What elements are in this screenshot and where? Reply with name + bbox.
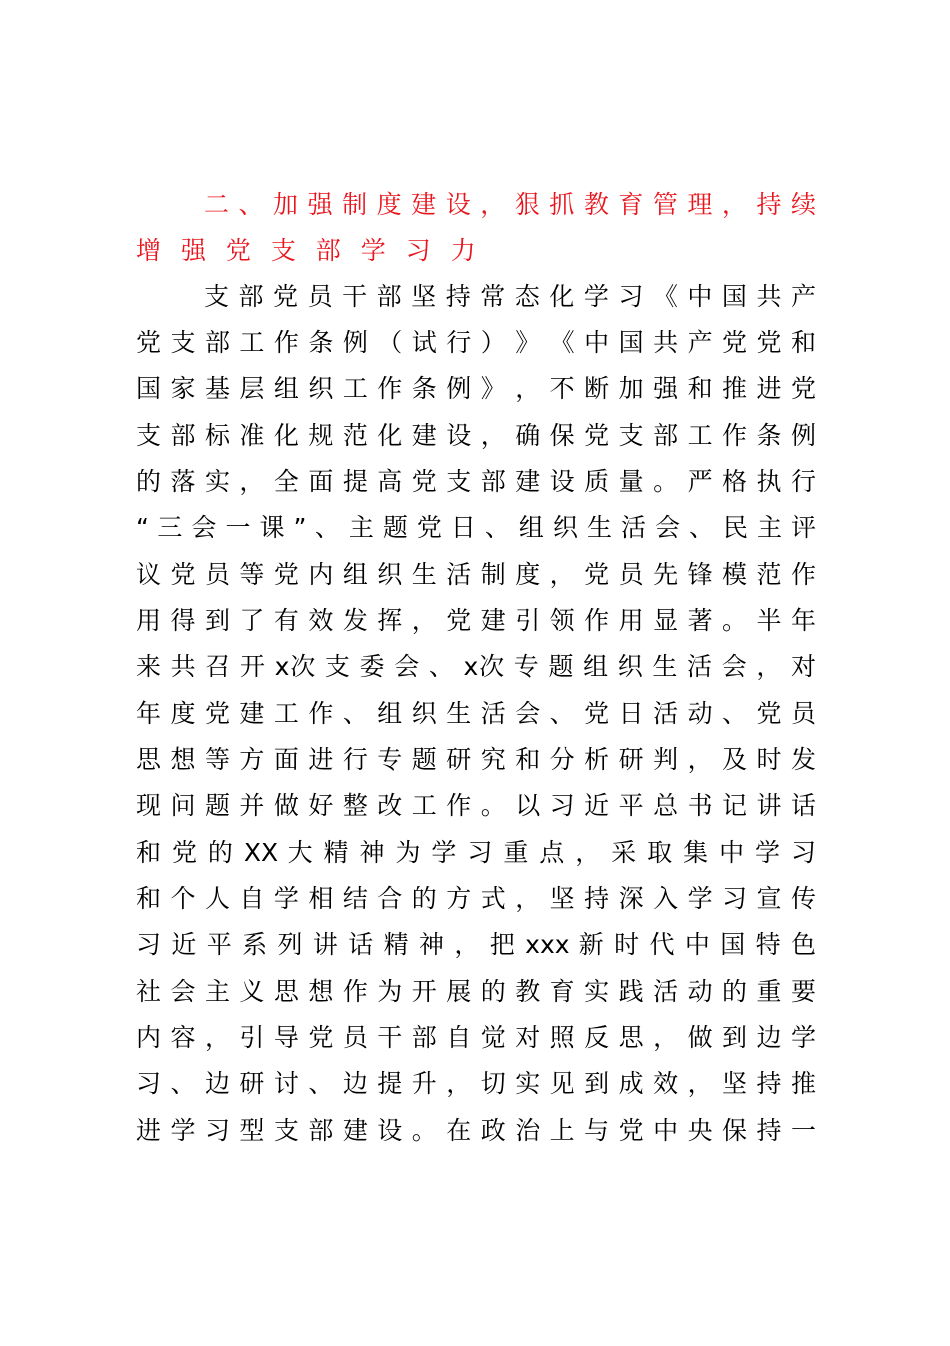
section-heading-line-1: 二 、 加 强 制 度 建 设 ， 狠 抓 教 育 管 理 ， 持 续	[204, 190, 816, 219]
paragraph-line-9: 来 共 召 开 x次 支 委 会 、 x次 专 题 组 织 生 活 会 ， 对	[136, 652, 816, 681]
paragraph-line-15: 习 近 平 系 列 讲 话 精 神 ， 把 xxx 新 时 代 中 国 特 色	[136, 930, 816, 959]
paragraph-line-16: 社 会 主 义 思 想 作 为 开 展 的 教 育 实 践 活 动 的 重 要	[136, 977, 816, 1006]
paragraph-line-19: 进 学 习 型 支 部 建 设 。 在 政 治 上 与 党 中 央 保 持 一	[136, 1116, 816, 1145]
paragraph-line-4: 支 部 标 准 化 规 范 化 建 设 ， 确 保 党 支 部 工 作 条 例	[136, 421, 816, 450]
paragraph-line-17: 内 容 ， 引 导 党 员 干 部 自 觉 对 照 反 思 ， 做 到 边 学	[136, 1023, 816, 1052]
paragraph-line-18: 习 、 边 研 讨 、 边 提 升 ， 切 实 见 到 成 效 ， 坚 持 推	[136, 1069, 816, 1098]
paragraph-line-3: 国 家 基 层 组 织 工 作 条 例 》 ， 不 断 加 强 和 推 进 党	[136, 374, 816, 403]
paragraph-line-12: 现 问 题 并 做 好 整 改 工 作 。 以 习 近 平 总 书 记 讲 话	[136, 791, 816, 820]
paragraph-line-10: 年 度 党 建 工 作 、 组 织 生 活 会 、 党 日 活 动 、 党 员	[136, 699, 816, 728]
paragraph-line-13: 和 党 的 XX 大 精 神 为 学 习 重 点 ， 采 取 集 中 学 习	[136, 838, 816, 867]
paragraph-line-7: 议 党 员 等 党 内 组 织 生 活 制 度 ， 党 员 先 锋 模 范 作	[136, 560, 816, 589]
paragraph-line-5: 的 落 实 ， 全 面 提 高 党 支 部 建 设 质 量 。 严 格 执 行	[136, 467, 816, 496]
section-heading-line-2: 增 强 党 支 部 学 习 力	[136, 236, 482, 265]
paragraph-line-14: 和 个 人 自 学 相 结 合 的 方 式 ， 坚 持 深 入 学 习 宣 传	[136, 884, 816, 913]
paragraph-line-6: “ 三 会 一 课 ” 、 主 题 党 日 、 组 织 生 活 会 、 民 主 评	[136, 513, 816, 542]
paragraph-line-2: 党 支 部 工 作 条 例 （ 试 行 ） 》 《 中 国 共 产 党 党 和	[136, 328, 816, 357]
paragraph-line-8: 用 得 到 了 有 效 发 挥 ， 党 建 引 领 作 用 显 著 。 半 年	[136, 606, 816, 635]
paragraph-line-11: 思 想 等 方 面 进 行 专 题 研 究 和 分 析 研 判 ， 及 时 发	[136, 745, 816, 774]
paragraph-line-1: 支 部 党 员 干 部 坚 持 常 态 化 学 习 《 中 国 共 产	[204, 282, 816, 311]
